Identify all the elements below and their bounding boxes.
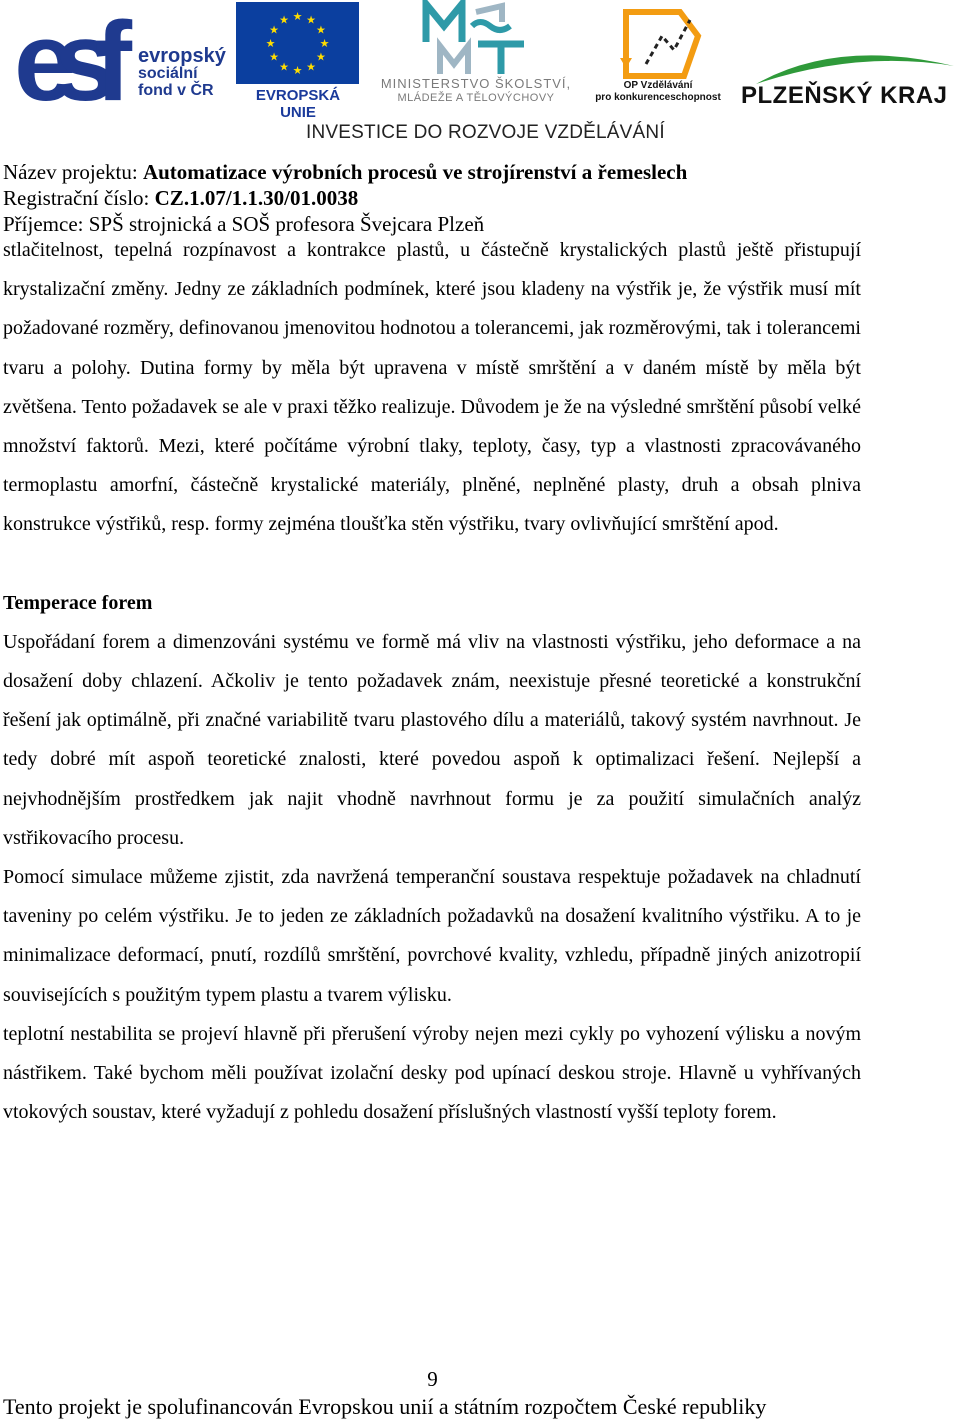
eu-star-icon: ★ [319, 38, 330, 50]
eu-star-icon: ★ [306, 14, 316, 27]
document-body [3, 231, 861, 1132]
esf-logo-text [138, 45, 226, 99]
eu-star-icon: ★ [279, 14, 289, 27]
project-header [3, 159, 687, 237]
pk-logo-label: PLZEŇSKÝ KRAJ [741, 82, 948, 109]
paragraph: Uspořádaní forem a dimenzováni systému ve formě má vliv na vlastnosti výstřiku, jeho deformace a na dosažení doby chlazení. Ačkoliv je tento požadavek znám, neexistuje přesné teoretické a konstrukční řešení jak optimálně, při značné variabilitě tvaru plastového dílu a materiálů, takový systém navrhnout. Je tedy dobré mít aspoň teoretické znalosti, které povedou aspoň k optimalizaci řešení. Nejlepší a nejvhodnějším prostředkem jak najit vhodně navrhnout formu je za použití simulačních analýz vstřikovacího procesu. [3, 630, 861, 849]
paragraph: teplotní nestabilita se projeví hlavně při přerušení výroby nejen mezi cykly po vyhození výlisku a novým nástřikem. Také bychom měli používat izolační desky pod upínací deskou stroje. Hlavně u vyhřívaných vtokových soustav, které vyžadují z pohledu dosažení příslušných vlastností vyšší teploty forem. [3, 1022, 861, 1124]
msmt-logo-mark [420, 0, 532, 76]
registration-label: Registrační číslo: [3, 186, 155, 210]
page-number: 9 [427, 1367, 438, 1391]
op-logo-mark [616, 6, 708, 82]
esf-line2: sociální [138, 65, 198, 82]
project-name-line [3, 159, 687, 185]
msmt-logo-text [370, 76, 582, 106]
eu-star-icon: ★ [269, 51, 280, 64]
recipient-line: Příjemce: SPŠ strojnická a SOŠ profesora Švejcara Plzeň [3, 212, 485, 236]
op-logo-text [588, 80, 728, 104]
project-label: Název projektu: [3, 160, 143, 184]
eu-star-icon: ★ [315, 24, 326, 37]
eu-star-icon: ★ [269, 24, 280, 37]
paragraph-gap [3, 545, 861, 584]
project-value: Automatizace výrobních procesů ve strojírenství a řemeslech [142, 160, 688, 184]
eu-star-icon: ★ [265, 38, 276, 50]
esf-line3: fond v ČR [138, 82, 214, 99]
paragraph: Pomocí simulace můžeme zjistit, zda navržená temperanční soustava respektuje požadavek na chladnutí taveniny po celém výstřiku. Je to jeden ze základních požadavků na dosažení kvalitního výstřiku. A to je minimalizace deformací, pnutí, rozdílů smrštění, povrchové kvality, vzhledu, případně jiných anizotropií souvisejících s použitým typem plastu a tvarem výlisku. [3, 866, 861, 1006]
footer-text: Tento projekt je spolufinancován Evropskou unií a státním rozpočtem České republiky [3, 1394, 767, 1419]
msmt-line2: MLÁDEŽE A TĚLOVÝCHOVY [397, 92, 555, 104]
op-line2: pro konkurenceschopnost [595, 92, 721, 103]
esf-line1: evropský [138, 45, 226, 67]
eu-logo-label: EVROPSKÁ UNIE [255, 87, 341, 121]
op-line1: OP Vzdělávání [623, 80, 693, 91]
svg-text:esf: esf [14, 0, 132, 104]
section-heading: Temperace forem [3, 591, 153, 614]
paragraph: stlačitelnost, tepelná rozpínavost a kontrakce plastů, u částečně krystalických plastů ještě přistupují krystalizační změny. Jedny ze základních podmínek, které jsou kladeny na výstřik je, že výstřik musí mít požadované rozměry, definovanou jmenovitou hodnotou a tolerancemi, jak rozměrovými, tak i tolerancemi tvaru a polohy. Dutina formy by měla být upravena v místě smrštění a v daném místě by měla být zvětšena. Tento požadavek se ale v praxi těžko realizuje. Důvodem je že na výsledné smrštění působí velké množství faktorů. Mezi, které počítáme výrobní tlaky, teploty, časy, typ a vlastnosti zpracovávaného termoplastu amorfní, částečně krystalické materiály, plněné, neplněné plasty, druh a obsah plniva konstrukce výstřiků, resp. formy zejména tloušťka stěn výstřiku, tvary ovlivňující smrštění apod. [3, 239, 861, 536]
logo-banner [0, 0, 960, 145]
registration-value: CZ.1.07/1.1.30/01.0038 [154, 186, 359, 210]
eu-flag-icon [236, 2, 359, 84]
msmt-line1: MINISTERSTVO ŠKOLSTVÍ, [380, 76, 572, 91]
tagline: INVESTICE DO ROZVOJE VZDĚLÁVÁNÍ [306, 122, 665, 143]
eu-star-icon: ★ [292, 11, 303, 23]
eu-star-icon: ★ [279, 61, 289, 74]
registration-line [3, 185, 687, 211]
esf-logo-mark [14, 0, 134, 104]
eu-star-icon: ★ [315, 51, 326, 64]
eu-star-icon: ★ [306, 61, 316, 74]
eu-star-icon: ★ [292, 65, 303, 77]
